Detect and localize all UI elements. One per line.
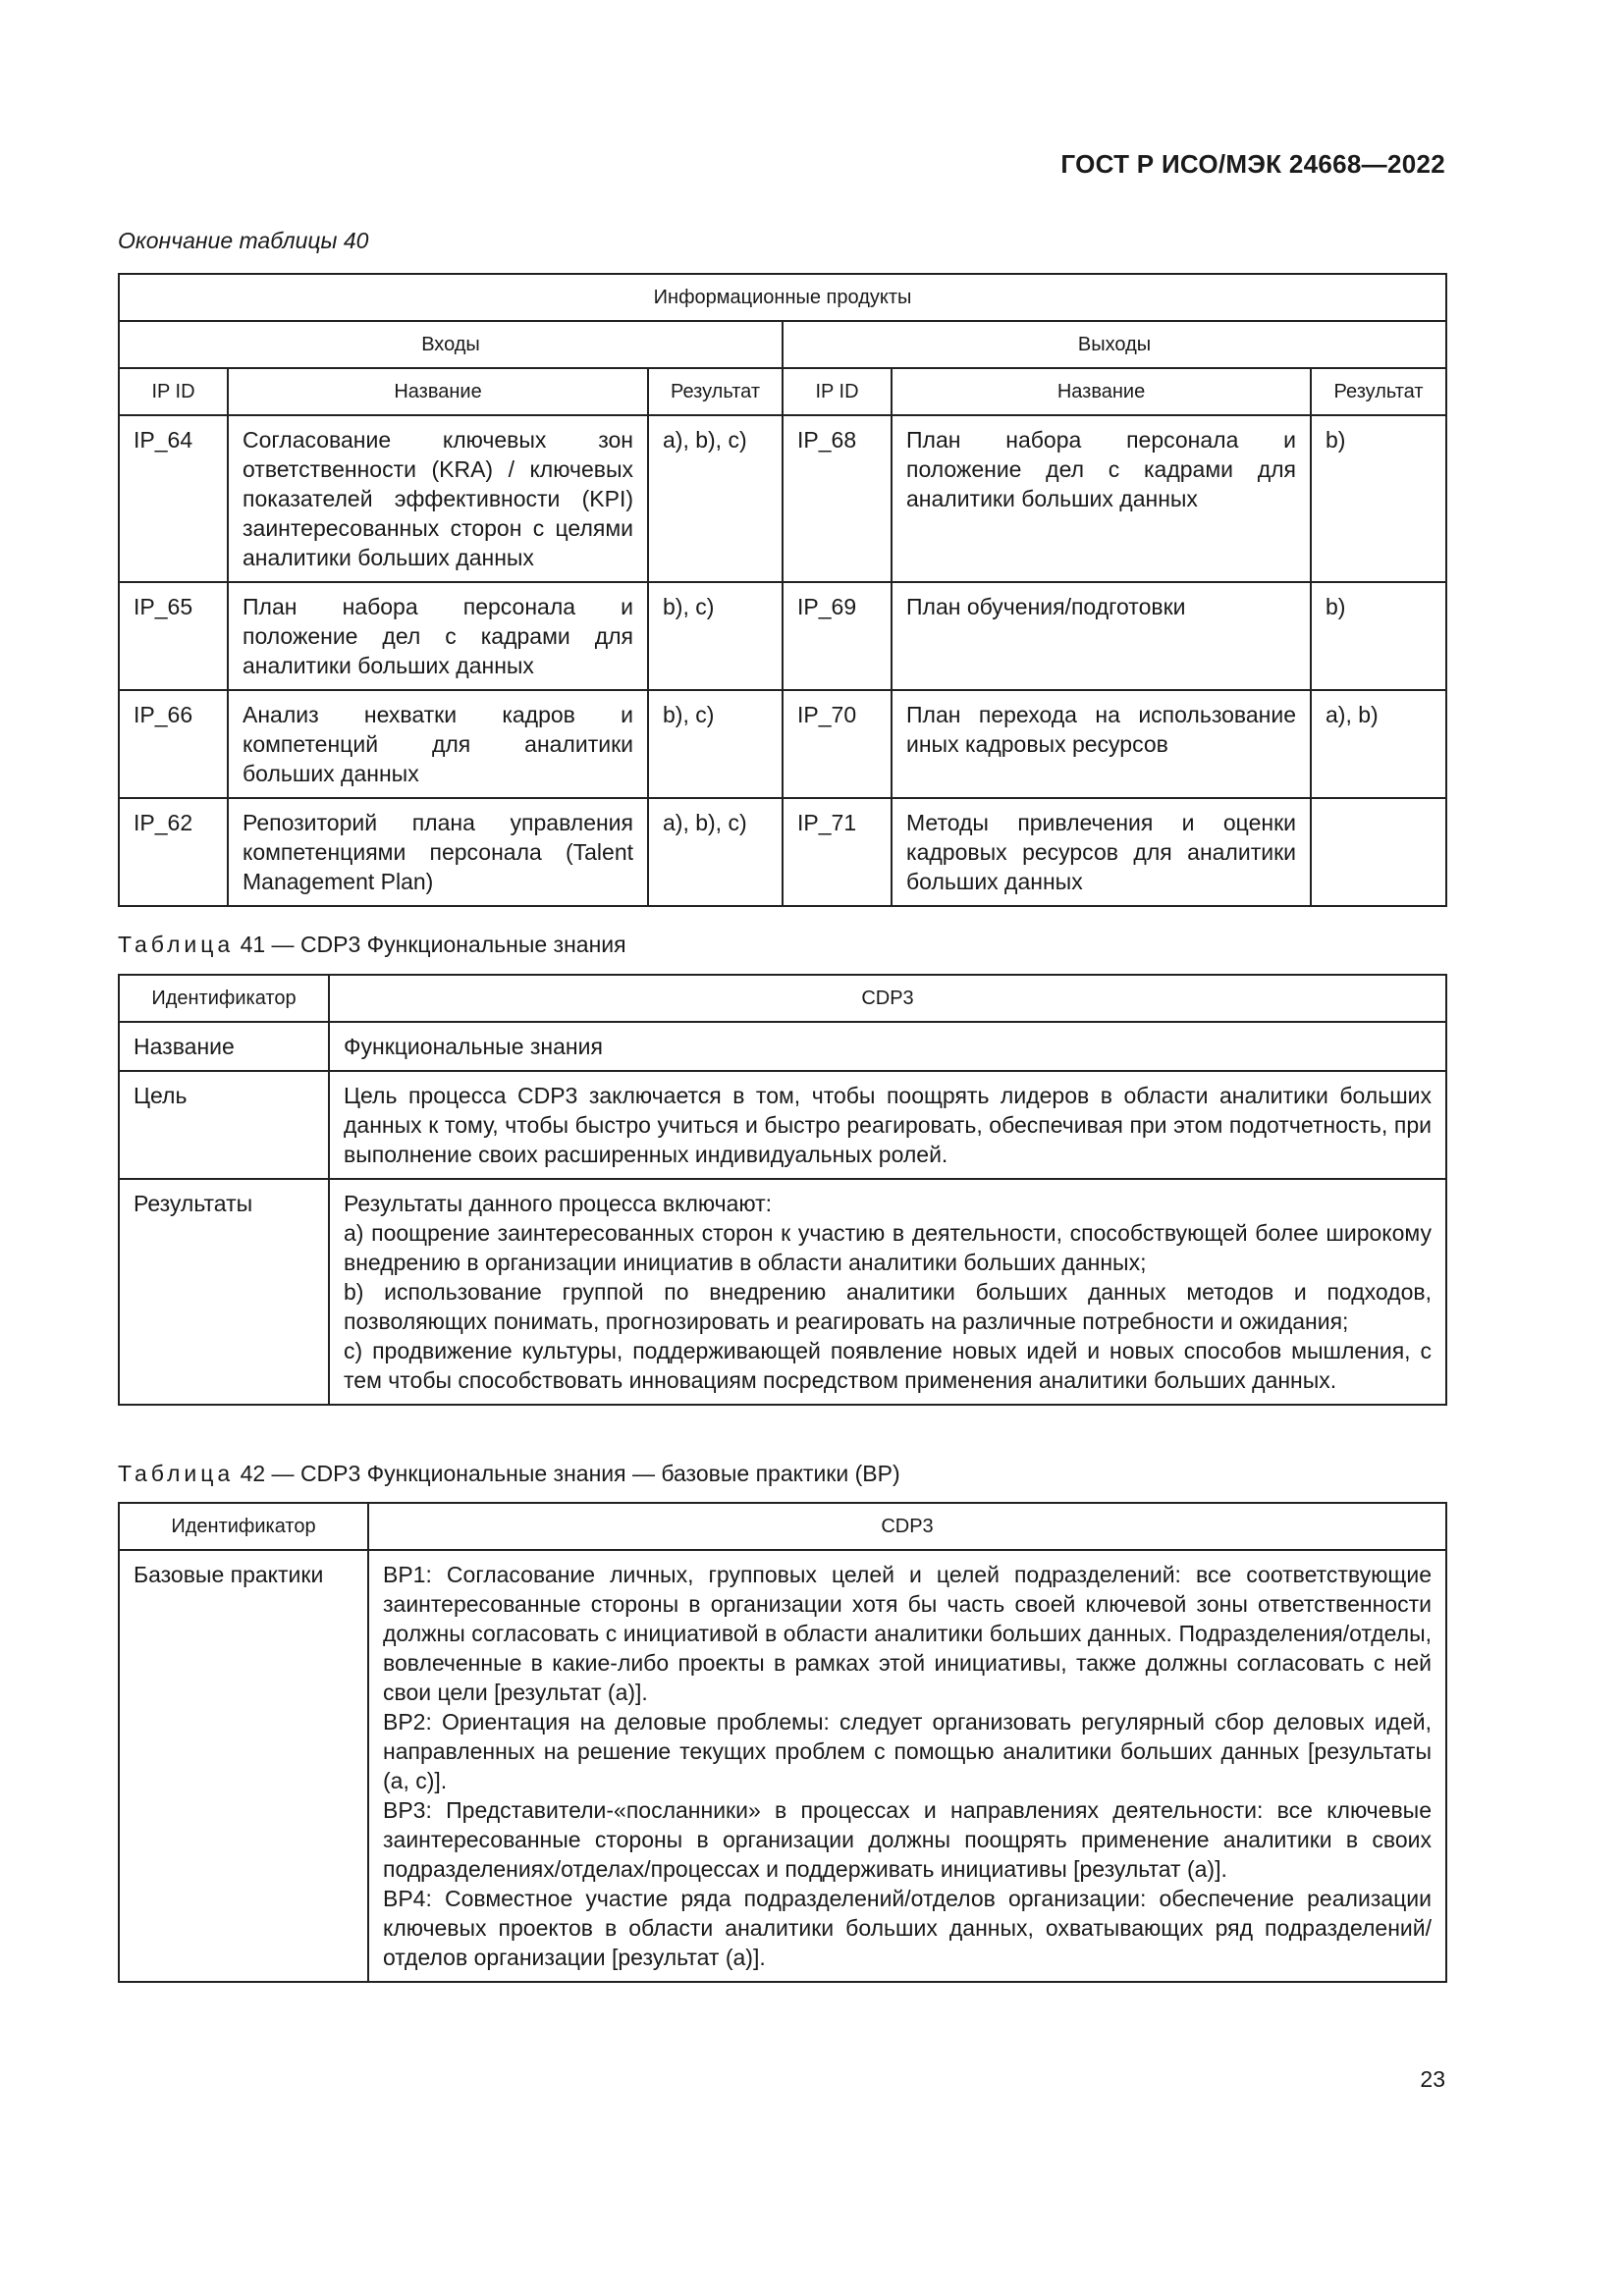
name-label: Название <box>119 1022 329 1071</box>
output-ip-id: IP_71 <box>783 798 892 906</box>
identifier-label: Идентификатор <box>119 1503 368 1550</box>
table-42-cdp3-base-practices <box>118 1502 1447 1983</box>
outputs-ip-id-column-header: IP ID <box>783 368 892 415</box>
name-value: Функциональные знания <box>329 1022 1446 1071</box>
table-41-caption-word: Таблица <box>118 932 235 957</box>
output-name: План перехода на использование иных кадровых ресурсов <box>892 690 1311 798</box>
table-41-caption-text: 41 — CDP3 Функциональные знания <box>234 932 626 957</box>
table-row <box>119 582 1446 690</box>
goal-label: Цель <box>119 1071 329 1179</box>
table-41-cdp3-functional-knowledge <box>118 974 1447 1406</box>
table-42-caption-word: Таблица <box>118 1461 235 1486</box>
table-42-caption <box>118 1461 900 1487</box>
input-ip-id: IP_66 <box>119 690 228 798</box>
input-result: b), c) <box>648 582 783 690</box>
output-name: План набора персонала и положение дел с кадрами для аналитики больших данных <box>892 415 1311 582</box>
table-row <box>119 415 1446 582</box>
outputs-header: Выходы <box>783 321 1446 368</box>
output-result <box>1311 798 1446 906</box>
outputs-name-column-header: Название <box>892 368 1311 415</box>
results-label: Результаты <box>119 1179 329 1405</box>
results-value: Результаты данного процесса включают: а) поощрение заинтересованных сторон к участию в деятельности, способствующей более широкому внедрению в организации инициатив в области аналитики больших данных; b) использование группой по внедрению аналитики больших данных методов и подходов, позволяющих понимать, прогнозировать и реагировать на различные потребности и ожидания; c) продвижение культуры, поддерживающей появление новых идей и новых способов мышления, с тем чтобы способствовать инновациям посредством применения аналитики больших данных. <box>329 1179 1446 1405</box>
input-name: Репозиторий плана управления компетенциями персонала (Talent Management Plan) <box>228 798 648 906</box>
input-ip-id: IP_65 <box>119 582 228 690</box>
document-standard-id: ГОСТ Р ИСО/МЭК 24668—2022 <box>1060 149 1445 179</box>
table-40-information-products <box>118 273 1447 907</box>
input-ip-id: IP_64 <box>119 415 228 582</box>
page-number: 23 <box>1420 2066 1445 2092</box>
identifier-value: CDP3 <box>329 975 1446 1022</box>
table-row <box>119 798 1446 906</box>
inputs-ip-id-column-header: IP ID <box>119 368 228 415</box>
base-practices-value: BP1: Согласование личных, групповых целей и целей подразделений: все соответствующие заинтересованные стороны в организации хотя бы часть своей ключевой зоны ответственности должны согласовать с инициативой в области аналитики больших данных. Подразделения/отделы, вовлеченные в какие-либо проекты в рамках этой инициативы, также должны согласовать с ней свои цели [результат (а)]. BP2: Ориентация на деловые проблемы: следует организовать регулярный сбор деловых идей, направленных на решение текущих проблем с помощью аналитики больших данных [результаты (а, с)]. BP3: Представители-«посланники» в процессах и направлениях деятельности: все ключевые заинтересованные стороны в организации должны поощрять применение аналитики в своих подразделениях/отделах/процессах и поддерживать инициативы [результат (а)]. BP4: Совместное участие ряда подразделений/отделов организации: обеспечение реализации ключевых проектов в области аналитики больших данных, охватывающих ряд подразделений/отделов организации [результат (а)]. <box>368 1550 1446 1982</box>
base-practices-label: Базовые практики <box>119 1550 368 1982</box>
output-ip-id: IP_68 <box>783 415 892 582</box>
output-ip-id: IP_69 <box>783 582 892 690</box>
input-name: План набора персонала и положение дел с кадрами для аналитики больших данных <box>228 582 648 690</box>
outputs-result-column-header: Результат <box>1311 368 1446 415</box>
input-result: a), b), c) <box>648 415 783 582</box>
table-row <box>119 690 1446 798</box>
input-name: Анализ нехватки кадров и компетенций для аналитики больших данных <box>228 690 648 798</box>
inputs-result-column-header: Результат <box>648 368 783 415</box>
information-products-header: Информационные продукты <box>119 274 1446 321</box>
input-result: a), b), c) <box>648 798 783 906</box>
table-40-continuation-caption: Окончание таблицы 40 <box>118 228 369 253</box>
input-name: Согласование ключевых зон ответственности (KRA) / ключевых показателей эффективности (KPI) заинтересованных сторон с целями аналитики больших данных <box>228 415 648 582</box>
inputs-name-column-header: Название <box>228 368 648 415</box>
identifier-label: Идентификатор <box>119 975 329 1022</box>
table-41-caption <box>118 932 626 958</box>
output-name: Методы привлечения и оценки кадровых ресурсов для аналитики больших данных <box>892 798 1311 906</box>
output-result: a), b) <box>1311 690 1446 798</box>
identifier-value: CDP3 <box>368 1503 1446 1550</box>
table-42-caption-text: 42 — CDP3 Функциональные знания — базовые практики (BP) <box>234 1461 900 1486</box>
input-result: b), c) <box>648 690 783 798</box>
output-ip-id: IP_70 <box>783 690 892 798</box>
input-ip-id: IP_62 <box>119 798 228 906</box>
output-name: План обучения/подготовки <box>892 582 1311 690</box>
goal-value: Цель процесса CDP3 заключается в том, чтобы поощрять лидеров в области аналитики больших данных к тому, чтобы быстро учиться и быстро реагировать, обеспечивая при этом подотчетность, при выполнение своих расширенных индивидуальных ролей. <box>329 1071 1446 1179</box>
output-result: b) <box>1311 415 1446 582</box>
output-result: b) <box>1311 582 1446 690</box>
inputs-header: Входы <box>119 321 783 368</box>
